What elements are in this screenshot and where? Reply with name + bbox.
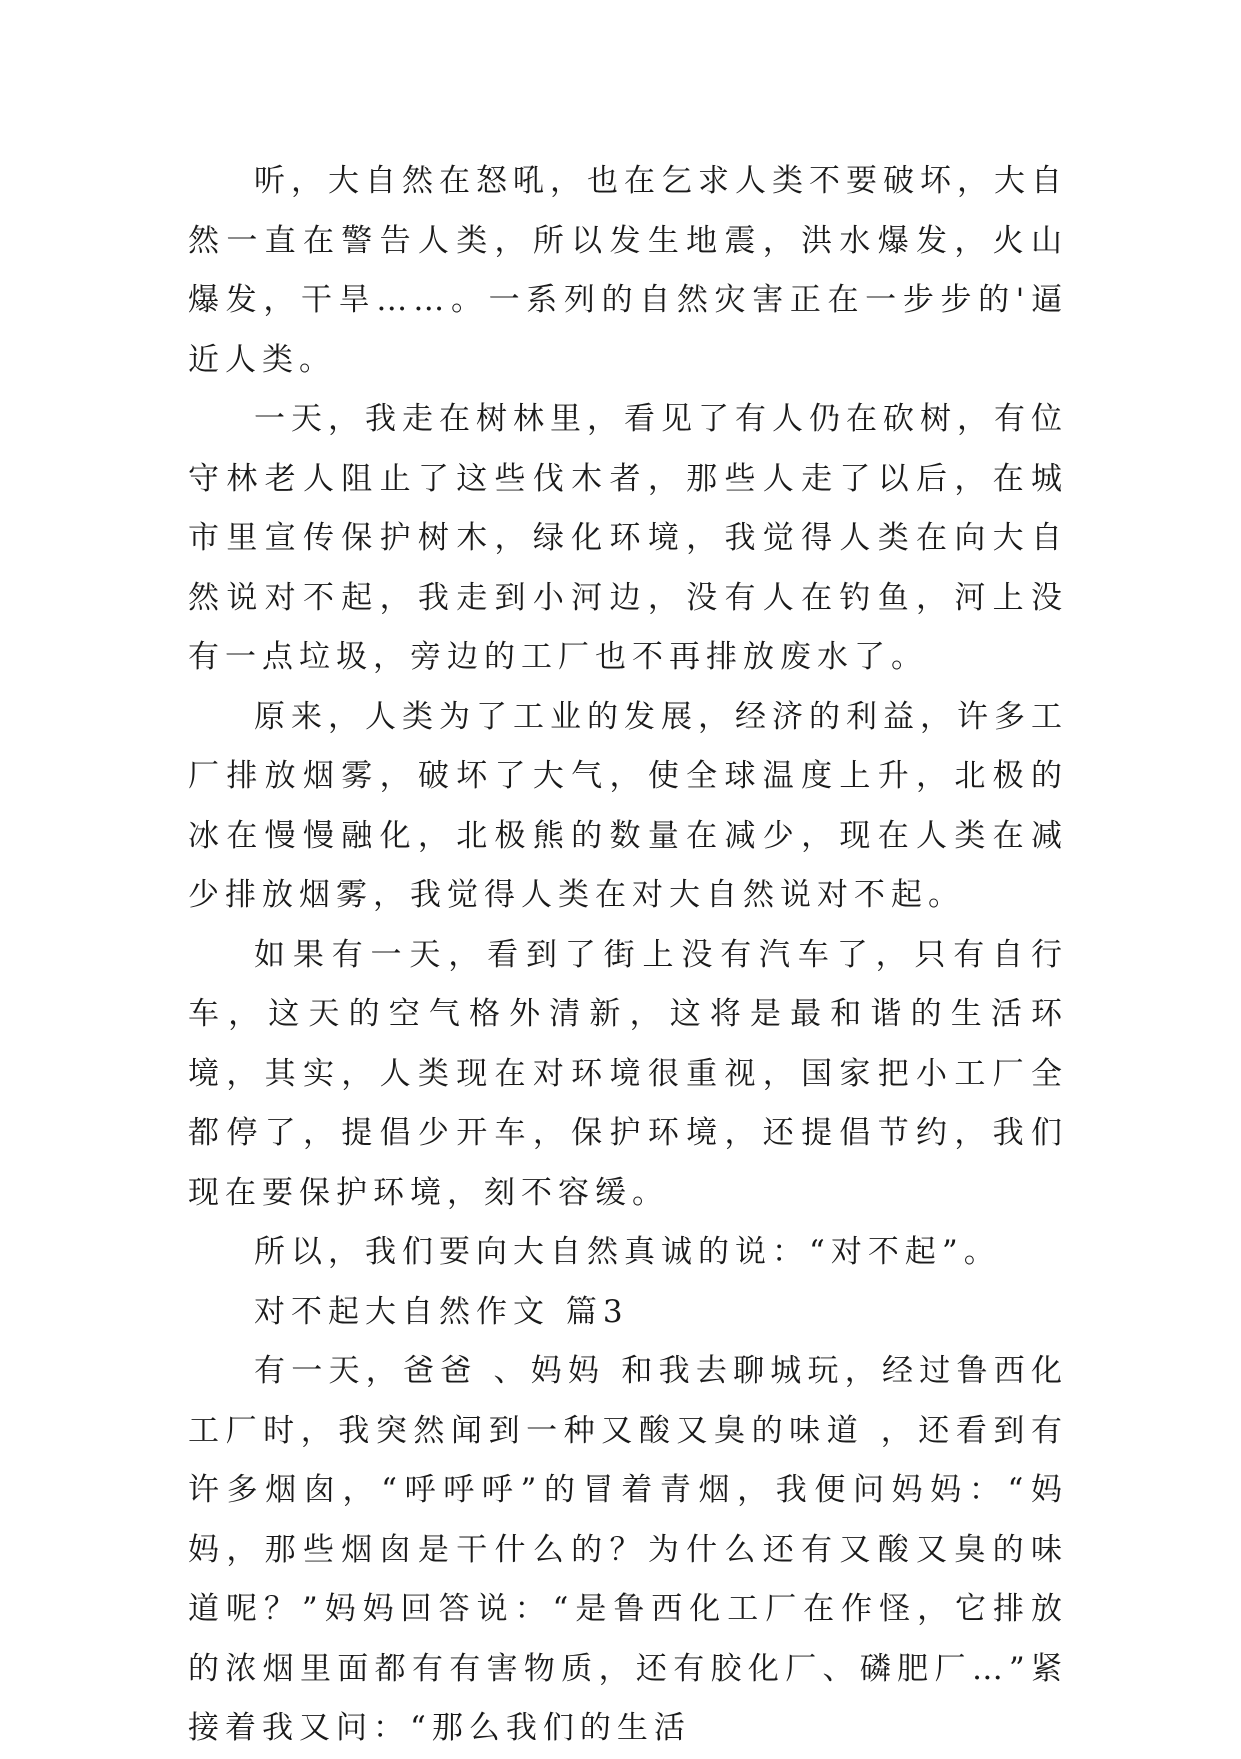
essay-body	[188, 152, 1068, 1759]
paragraph: 如果有一天，看到了街上没有汽车了，只有自行车，这天的空气格外清新，这将是最和谐的生活环境，其实，人类现在对环境很重视，国家把小工厂全都停了，提倡少开车，保护环境，还提倡节约，我们现在要保护环境，刻不容缓。	[188, 936, 1068, 1211]
paragraph: 一天，我走在树林里，看见了有人仍在砍树，有位守林老人阻止了这些伐木者，那些人走了以后，在城市里宣传保护树木，绿化环境，我觉得人类在向大自然说对不起，我走到小河边，没有人在钓鱼，河上没有一点垃圾，旁边的工厂也不再排放废水了。	[188, 401, 1068, 675]
paragraph: 原来，人类为了工业的发展，经济的利益，许多工厂排放烟雾，破坏了大气，使全球温度上升，北极的冰在慢慢融化，北极熊的数量在减少，现在人类在减少排放烟雾，我觉得人类在对大自然说对不起。	[188, 698, 1068, 913]
paragraph: 有一天，爸爸 、妈妈 和我去聊城玩，经过鲁西化工厂时，我突然闻到一种又酸又臭的味道 ，还看到有许多烟囱，“呼呼呼”的冒着青烟，我便问妈妈：“妈妈，那些烟囱是干什么的？为什么还有又酸又臭的味道呢？”妈妈回答说：“是鲁西化工厂在作怪，它排放的浓烟里面都有有害物质，还有胶化厂、磷肥厂…”紧接着我又问：“那么我们的生活	[188, 1353, 1068, 1746]
paragraph: 听，大自然在怒吼，也在乞求人类不要破坏，大自然一直在警告人类，所以发生地震，洪水爆发，火山爆发，干旱……。一系列的自然灾害正在一步步的'逼近人类。	[188, 163, 1068, 378]
paragraph: 所以，我们要向大自然真诚的说：“对不起”。	[254, 1234, 1001, 1270]
section-heading: 对不起大自然作文 篇3	[254, 1293, 629, 1330]
